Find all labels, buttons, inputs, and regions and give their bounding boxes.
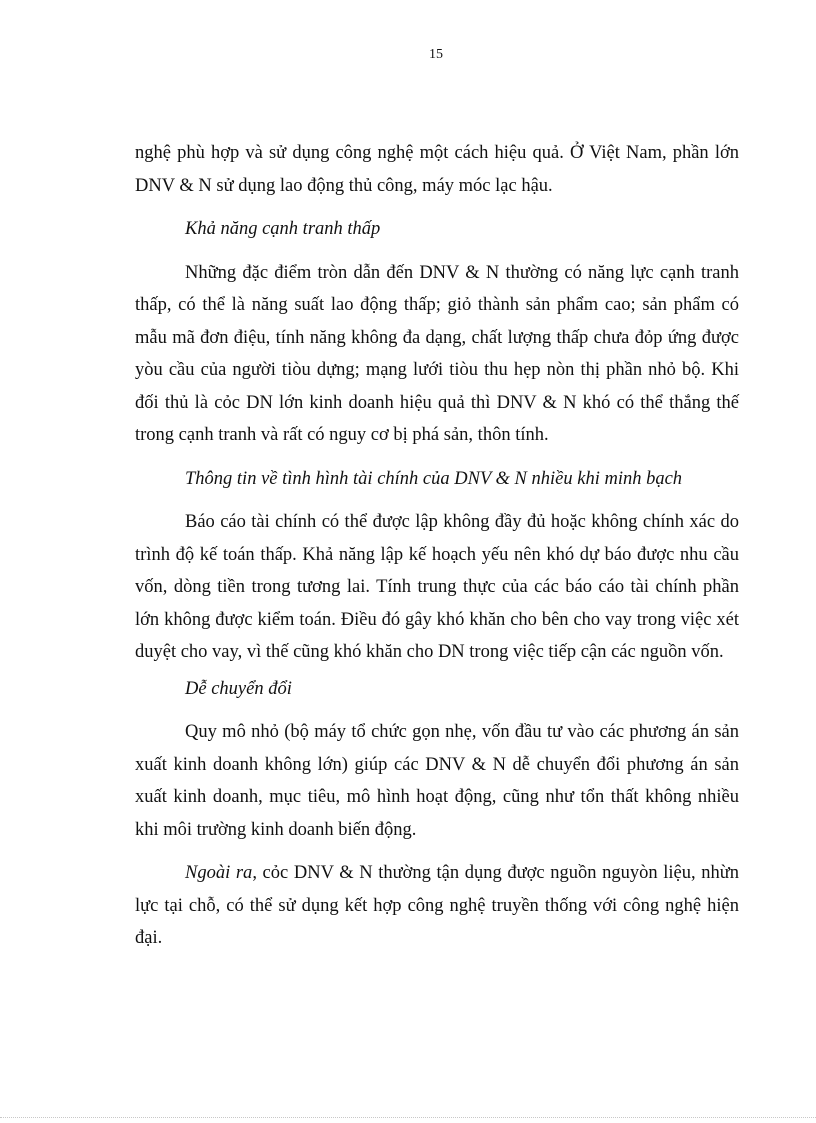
paragraph-easy-to-convert: Quy mô nhỏ (bộ máy tổ chức gọn nhẹ, vốn đầu tư vào các phương án sản xuất kinh doanh không lớn) giúp các DNV & N dễ chuyển đổi phương án sản xuất kinh doanh, mục tiêu, mô hình hoạt động, cũng như tổn thất không nhiều khi môi trường kinh doanh biến động. (135, 722, 739, 840)
paragraph-competitiveness: Những đặc điểm tròn dẫn đến DNV & N thường có năng lực cạnh tranh thấp, có thể là năng suất lao động thấp; giỏ thành sản phẩm cao; sản phẩm có mẫu mã đơn điệu, tính năng không đa dạng, chất lượng thấp chưa đỏp ứng được yòu cầu của người tiòu dựng; mạng lưới tiòu thu hẹp nòn thị phần nhỏ bộ. Khi đối thủ là cỏc DN lớn kinh doanh hiệu quả thì DNV & N khó có thể thắng thế trong cạnh tranh và rất có nguy cơ bị phá sản, thôn tính. (135, 262, 739, 445)
heading-low-competitiveness: Khả năng cạnh tranh thấp (185, 219, 381, 239)
paragraph-additionally (135, 857, 739, 955)
heading-financial-information: Thông tin về tình hình tài chính của DNV & N nhiều khi minh bạch (185, 468, 683, 489)
page-number: 15 (429, 47, 443, 62)
paragraph-technology: nghệ phù hợp và sử dụng công nghệ một cách hiệu quả. Ở Việt Nam, phần lớn DNV & N sử dụng lao động thủ công, máy móc lạc hậu. (135, 143, 739, 196)
paragraph-financial-information: Báo cáo tài chính có thể được lập không đầy đủ hoặc không chính xác do trình độ kế toán thấp. Khả năng lập kế hoạch yếu nên khó dự báo được nhu cầu vốn, dòng tiền trong tương lai. Tính trung thực của các báo cáo tài chính phần lớn không được kiểm toán. Điều đó gây khó khăn cho bên cho vay trong việc xét duyệt cho vay, vì thế cũng khó khăn cho DN trong việc tiếp cận các nguồn vốn. (135, 512, 739, 662)
additionally-text: , cỏc DNV & N thường tận dụng được nguồn nguyòn liệu, nhừn lực tại chỗ, có thể sử dụng kết hợp công nghệ truyền thống với công nghệ hiện đại. (135, 863, 739, 948)
document-body (135, 137, 739, 966)
page-bottom-divider (0, 1117, 816, 1118)
heading-easy-to-convert: Dễ chuyển đổi (185, 678, 292, 699)
additionally-lead: Ngoài ra (185, 863, 253, 883)
